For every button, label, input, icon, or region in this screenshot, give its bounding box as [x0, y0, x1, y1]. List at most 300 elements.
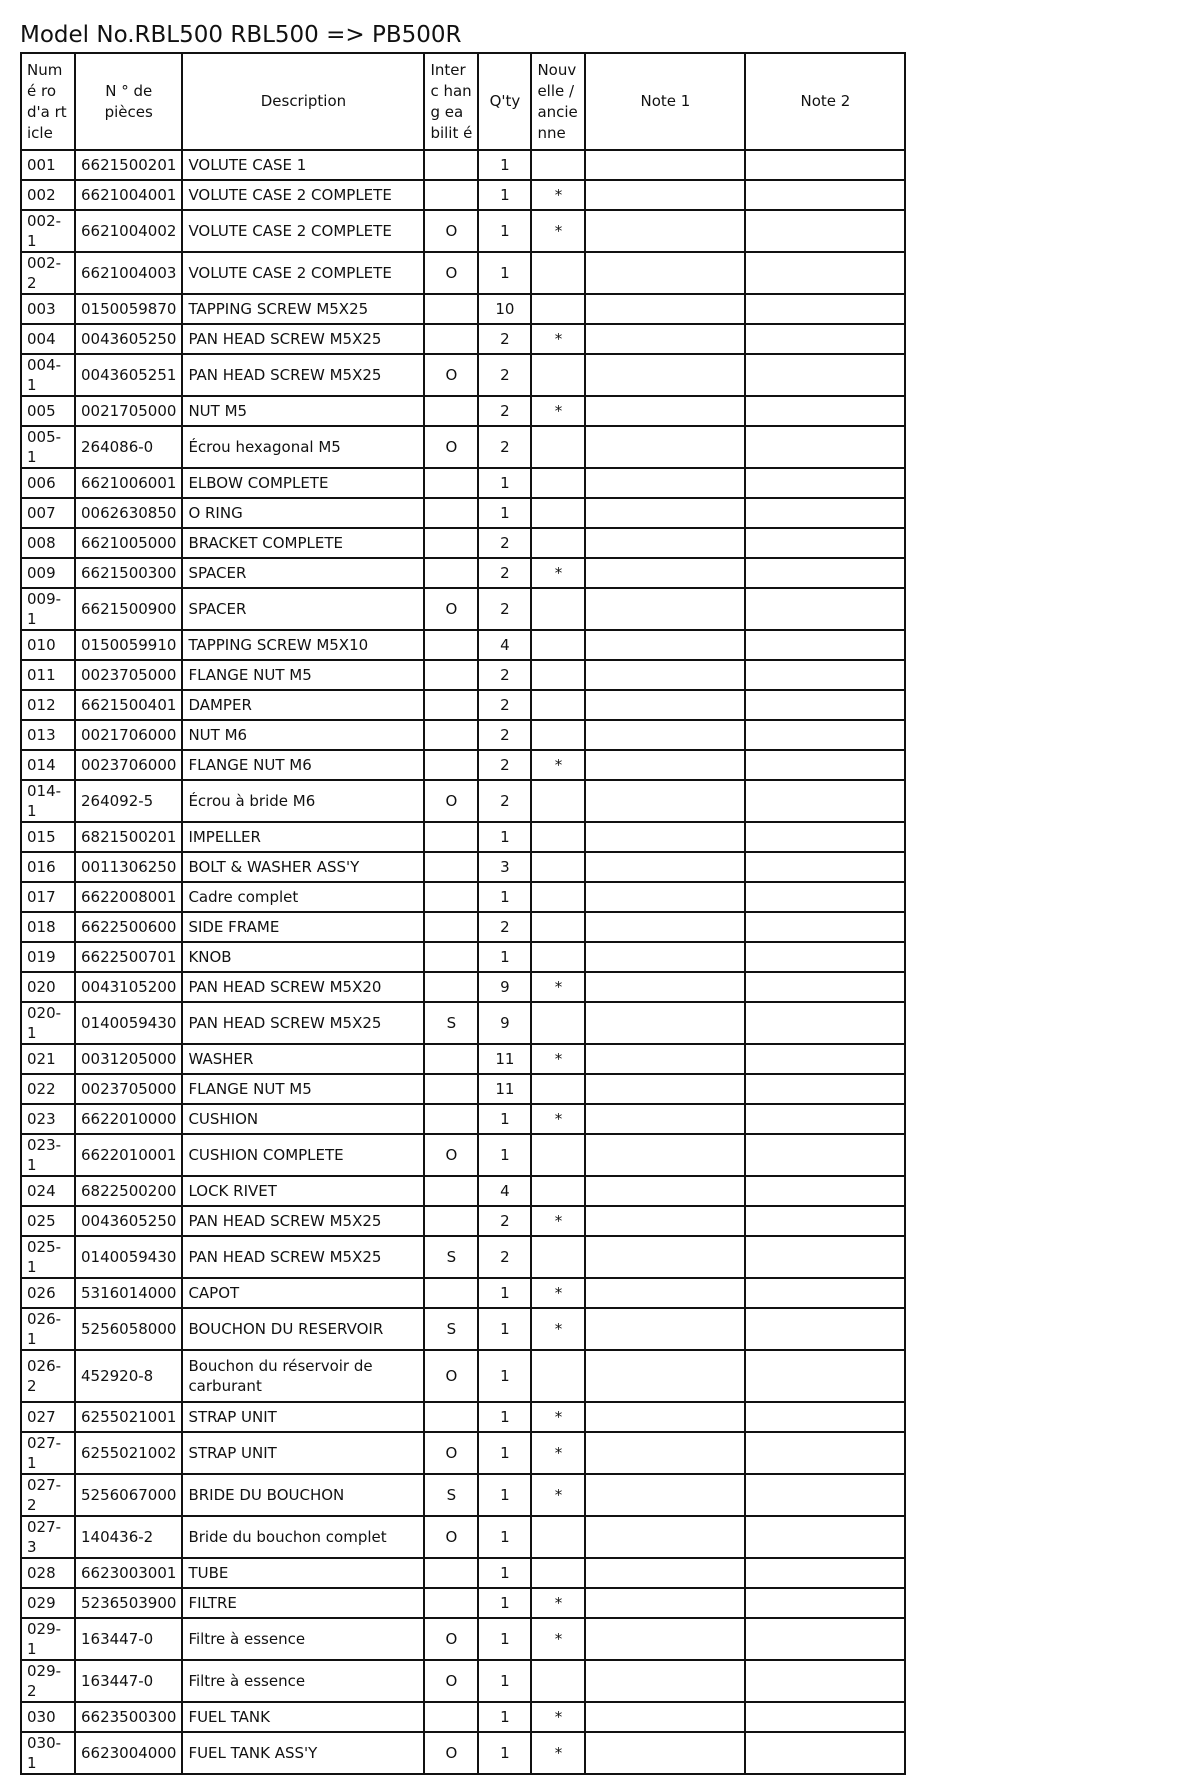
- cell-note-1: [585, 780, 745, 822]
- table-row: [21, 1588, 905, 1618]
- cell-description: SPACER: [182, 588, 424, 630]
- cell-note-1: [585, 1074, 745, 1104]
- cell-quantity: 1: [478, 1350, 531, 1402]
- cell-quantity: 9: [478, 972, 531, 1002]
- cell-interchangeability: O: [424, 1732, 478, 1774]
- cell-new-old: [531, 1350, 585, 1402]
- cell-note-1: [585, 1402, 745, 1432]
- table-row: [21, 498, 905, 528]
- cell-new-old: *: [531, 1402, 585, 1432]
- cell-note-2: [745, 750, 905, 780]
- cell-note-2: [745, 294, 905, 324]
- cell-note-2: [745, 396, 905, 426]
- cell-part-number: 0021705000: [75, 396, 182, 426]
- cell-new-old: *: [531, 1308, 585, 1350]
- cell-note-1: [585, 750, 745, 780]
- cell-note-1: [585, 1176, 745, 1206]
- cell-note-2: [745, 1206, 905, 1236]
- cell-note-1: [585, 1474, 745, 1516]
- cell-description: IMPELLER: [182, 822, 424, 852]
- cell-part-number: 6621500201: [75, 150, 182, 180]
- cell-item-number: 021: [21, 1044, 75, 1074]
- cell-new-old: [531, 1134, 585, 1176]
- table-row: [21, 1002, 905, 1044]
- cell-quantity: 2: [478, 720, 531, 750]
- cell-note-2: [745, 1044, 905, 1074]
- cell-quantity: 1: [478, 1588, 531, 1618]
- cell-item-number: 003: [21, 294, 75, 324]
- cell-interchangeability: O: [424, 252, 478, 294]
- cell-new-old: [531, 1176, 585, 1206]
- header-note-2: Note 2: [745, 53, 905, 150]
- cell-new-old: [531, 1516, 585, 1558]
- cell-note-1: [585, 1516, 745, 1558]
- cell-quantity: 1: [478, 1104, 531, 1134]
- table-row: [21, 1474, 905, 1516]
- cell-interchangeability: S: [424, 1474, 478, 1516]
- cell-quantity: 1: [478, 1618, 531, 1660]
- cell-part-number: 163447-0: [75, 1660, 182, 1702]
- cell-part-number: 6622010000: [75, 1104, 182, 1134]
- cell-interchangeability: [424, 468, 478, 498]
- cell-description: WASHER: [182, 1044, 424, 1074]
- cell-part-number: 5316014000: [75, 1278, 182, 1308]
- table-row: [21, 210, 905, 252]
- table-row: [21, 1732, 905, 1774]
- cell-note-2: [745, 1104, 905, 1134]
- cell-interchangeability: [424, 822, 478, 852]
- cell-description: PAN HEAD SCREW M5X25: [182, 354, 424, 396]
- cell-quantity: 2: [478, 588, 531, 630]
- cell-interchangeability: O: [424, 354, 478, 396]
- cell-new-old: [531, 588, 585, 630]
- table-row: [21, 1104, 905, 1134]
- cell-new-old: *: [531, 1474, 585, 1516]
- cell-note-1: [585, 690, 745, 720]
- cell-description: SIDE FRAME: [182, 912, 424, 942]
- cell-interchangeability: [424, 882, 478, 912]
- cell-note-1: [585, 1660, 745, 1702]
- cell-quantity: 1: [478, 1432, 531, 1474]
- cell-note-2: [745, 972, 905, 1002]
- cell-note-1: [585, 1134, 745, 1176]
- cell-note-2: [745, 852, 905, 882]
- cell-item-number: 027-3: [21, 1516, 75, 1558]
- cell-part-number: 0140059430: [75, 1002, 182, 1044]
- header-item-number: Numé ro d'a rticle: [21, 53, 75, 150]
- cell-interchangeability: S: [424, 1308, 478, 1350]
- table-row: [21, 852, 905, 882]
- cell-new-old: [531, 1074, 585, 1104]
- cell-description: PAN HEAD SCREW M5X20: [182, 972, 424, 1002]
- table-row: [21, 528, 905, 558]
- cell-part-number: 0140059430: [75, 1236, 182, 1278]
- cell-description: Filtre à essence: [182, 1660, 424, 1702]
- cell-note-2: [745, 252, 905, 294]
- cell-note-2: [745, 1402, 905, 1432]
- cell-note-2: [745, 1074, 905, 1104]
- cell-description: NUT M5: [182, 396, 424, 426]
- cell-new-old: *: [531, 396, 585, 426]
- cell-interchangeability: [424, 1702, 478, 1732]
- cell-note-1: [585, 468, 745, 498]
- cell-note-2: [745, 1516, 905, 1558]
- cell-new-old: [531, 354, 585, 396]
- cell-note-1: [585, 660, 745, 690]
- cell-note-1: [585, 396, 745, 426]
- cell-part-number: 6622010001: [75, 1134, 182, 1176]
- cell-part-number: 0031205000: [75, 1044, 182, 1074]
- cell-interchangeability: [424, 852, 478, 882]
- cell-interchangeability: [424, 1176, 478, 1206]
- table-row: [21, 354, 905, 396]
- cell-quantity: 10: [478, 294, 531, 324]
- cell-quantity: 2: [478, 1206, 531, 1236]
- cell-note-1: [585, 1002, 745, 1044]
- cell-note-1: [585, 558, 745, 588]
- cell-description: STRAP UNIT: [182, 1402, 424, 1432]
- cell-new-old: [531, 1558, 585, 1588]
- cell-note-1: [585, 1206, 745, 1236]
- cell-new-old: [531, 852, 585, 882]
- header-description: Description: [182, 53, 424, 150]
- cell-description: PAN HEAD SCREW M5X25: [182, 1236, 424, 1278]
- cell-item-number: 004: [21, 324, 75, 354]
- cell-part-number: 0043105200: [75, 972, 182, 1002]
- cell-note-1: [585, 252, 745, 294]
- cell-quantity: 1: [478, 210, 531, 252]
- cell-item-number: 009-1: [21, 588, 75, 630]
- cell-new-old: *: [531, 324, 585, 354]
- cell-new-old: [531, 294, 585, 324]
- table-row: [21, 1702, 905, 1732]
- cell-note-1: [585, 1588, 745, 1618]
- cell-quantity: 1: [478, 180, 531, 210]
- cell-description: Bride du bouchon complet: [182, 1516, 424, 1558]
- cell-note-1: [585, 1350, 745, 1402]
- cell-description: FUEL TANK ASS'Y: [182, 1732, 424, 1774]
- cell-interchangeability: [424, 1588, 478, 1618]
- cell-item-number: 020-1: [21, 1002, 75, 1044]
- table-row: [21, 780, 905, 822]
- cell-new-old: *: [531, 750, 585, 780]
- cell-item-number: 002-2: [21, 252, 75, 294]
- table-row: [21, 1350, 905, 1402]
- cell-quantity: 2: [478, 354, 531, 396]
- cell-item-number: 019: [21, 942, 75, 972]
- cell-new-old: [531, 150, 585, 180]
- cell-part-number: 6822500200: [75, 1176, 182, 1206]
- cell-note-2: [745, 1558, 905, 1588]
- cell-note-1: [585, 942, 745, 972]
- cell-description: KNOB: [182, 942, 424, 972]
- cell-new-old: [531, 660, 585, 690]
- cell-interchangeability: [424, 630, 478, 660]
- cell-item-number: 025-1: [21, 1236, 75, 1278]
- cell-note-1: [585, 1432, 745, 1474]
- cell-description: FILTRE: [182, 1588, 424, 1618]
- cell-description: FLANGE NUT M6: [182, 750, 424, 780]
- cell-note-1: [585, 630, 745, 660]
- cell-description: ELBOW COMPLETE: [182, 468, 424, 498]
- cell-part-number: 5236503900: [75, 1588, 182, 1618]
- header-part-number: N ° de pièces: [75, 53, 182, 150]
- cell-part-number: 0023705000: [75, 1074, 182, 1104]
- cell-new-old: [531, 822, 585, 852]
- cell-interchangeability: O: [424, 1618, 478, 1660]
- cell-note-2: [745, 1134, 905, 1176]
- cell-note-1: [585, 294, 745, 324]
- cell-item-number: 002-1: [21, 210, 75, 252]
- cell-note-2: [745, 1002, 905, 1044]
- cell-description: CUSHION: [182, 1104, 424, 1134]
- table-row: [21, 1308, 905, 1350]
- table-row: [21, 1432, 905, 1474]
- cell-part-number: 5256067000: [75, 1474, 182, 1516]
- table-row: [21, 1402, 905, 1432]
- cell-item-number: 028: [21, 1558, 75, 1588]
- cell-note-1: [585, 354, 745, 396]
- cell-item-number: 010: [21, 630, 75, 660]
- cell-interchangeability: [424, 150, 478, 180]
- cell-new-old: *: [531, 1618, 585, 1660]
- cell-new-old: [531, 912, 585, 942]
- cell-item-number: 017: [21, 882, 75, 912]
- cell-description: Bouchon du réservoir de carburant: [182, 1350, 424, 1402]
- cell-interchangeability: O: [424, 588, 478, 630]
- cell-new-old: *: [531, 1588, 585, 1618]
- cell-description: NUT M6: [182, 720, 424, 750]
- cell-part-number: 6621004003: [75, 252, 182, 294]
- cell-note-2: [745, 1432, 905, 1474]
- cell-interchangeability: [424, 396, 478, 426]
- cell-interchangeability: O: [424, 780, 478, 822]
- cell-interchangeability: [424, 660, 478, 690]
- cell-item-number: 014: [21, 750, 75, 780]
- cell-interchangeability: S: [424, 1002, 478, 1044]
- cell-quantity: 1: [478, 1278, 531, 1308]
- cell-quantity: 2: [478, 528, 531, 558]
- cell-interchangeability: [424, 1044, 478, 1074]
- cell-part-number: 6621006001: [75, 468, 182, 498]
- cell-interchangeability: O: [424, 210, 478, 252]
- cell-quantity: 2: [478, 912, 531, 942]
- cell-part-number: 0021706000: [75, 720, 182, 750]
- cell-note-2: [745, 180, 905, 210]
- cell-new-old: *: [531, 1206, 585, 1236]
- cell-note-1: [585, 1236, 745, 1278]
- page-title: Model No.RBL500 RBL500 => PB500R: [20, 22, 462, 48]
- cell-part-number: 6623500300: [75, 1702, 182, 1732]
- cell-quantity: 2: [478, 558, 531, 588]
- cell-interchangeability: [424, 1402, 478, 1432]
- cell-item-number: 026: [21, 1278, 75, 1308]
- cell-interchangeability: [424, 1206, 478, 1236]
- table-row: [21, 588, 905, 630]
- cell-part-number: 6622008001: [75, 882, 182, 912]
- cell-item-number: 004-1: [21, 354, 75, 396]
- cell-description: SPACER: [182, 558, 424, 588]
- cell-interchangeability: [424, 1074, 478, 1104]
- cell-note-2: [745, 210, 905, 252]
- cell-new-old: [531, 720, 585, 750]
- cell-new-old: [531, 630, 585, 660]
- cell-item-number: 018: [21, 912, 75, 942]
- cell-interchangeability: [424, 1104, 478, 1134]
- table-row: [21, 882, 905, 912]
- cell-part-number: 0150059910: [75, 630, 182, 660]
- cell-note-1: [585, 720, 745, 750]
- cell-note-2: [745, 822, 905, 852]
- cell-item-number: 025: [21, 1206, 75, 1236]
- table-row: [21, 720, 905, 750]
- table-row: [21, 1044, 905, 1074]
- cell-item-number: 013: [21, 720, 75, 750]
- cell-item-number: 027-1: [21, 1432, 75, 1474]
- cell-part-number: 5256058000: [75, 1308, 182, 1350]
- cell-part-number: 6622500701: [75, 942, 182, 972]
- cell-part-number: 0062630850: [75, 498, 182, 528]
- cell-description: BOUCHON DU RESERVOIR: [182, 1308, 424, 1350]
- cell-quantity: 1: [478, 1308, 531, 1350]
- cell-note-1: [585, 426, 745, 468]
- table-row: [21, 1618, 905, 1660]
- cell-description: TAPPING SCREW M5X25: [182, 294, 424, 324]
- table-row: [21, 252, 905, 294]
- table-row: [21, 1074, 905, 1104]
- cell-part-number: 6255021001: [75, 1402, 182, 1432]
- cell-quantity: 1: [478, 1402, 531, 1432]
- table-row: [21, 180, 905, 210]
- cell-description: LOCK RIVET: [182, 1176, 424, 1206]
- cell-item-number: 026-2: [21, 1350, 75, 1402]
- cell-interchangeability: [424, 690, 478, 720]
- cell-note-1: [585, 822, 745, 852]
- cell-quantity: 1: [478, 942, 531, 972]
- cell-item-number: 002: [21, 180, 75, 210]
- cell-note-2: [745, 1732, 905, 1774]
- table-row: [21, 1558, 905, 1588]
- cell-note-2: [745, 1236, 905, 1278]
- cell-note-2: [745, 1474, 905, 1516]
- cell-part-number: 0011306250: [75, 852, 182, 882]
- cell-quantity: 2: [478, 1236, 531, 1278]
- cell-quantity: 1: [478, 1474, 531, 1516]
- cell-part-number: 6622500600: [75, 912, 182, 942]
- header-interchangeability: Interc hang eabilit é: [424, 53, 478, 150]
- cell-note-1: [585, 588, 745, 630]
- table-row: [21, 972, 905, 1002]
- cell-item-number: 005: [21, 396, 75, 426]
- cell-new-old: *: [531, 972, 585, 1002]
- cell-note-1: [585, 528, 745, 558]
- cell-interchangeability: O: [424, 1134, 478, 1176]
- cell-part-number: 6821500201: [75, 822, 182, 852]
- cell-note-1: [585, 1702, 745, 1732]
- cell-item-number: 020: [21, 972, 75, 1002]
- cell-interchangeability: [424, 912, 478, 942]
- cell-note-2: [745, 588, 905, 630]
- cell-new-old: [531, 498, 585, 528]
- cell-item-number: 030: [21, 1702, 75, 1732]
- table-row: [21, 1278, 905, 1308]
- cell-description: BRIDE DU BOUCHON: [182, 1474, 424, 1516]
- cell-quantity: 11: [478, 1044, 531, 1074]
- cell-description: Cadre complet: [182, 882, 424, 912]
- cell-new-old: *: [531, 1732, 585, 1774]
- cell-quantity: 1: [478, 252, 531, 294]
- cell-new-old: [531, 1236, 585, 1278]
- cell-quantity: 1: [478, 498, 531, 528]
- cell-interchangeability: O: [424, 1350, 478, 1402]
- table-row: [21, 1206, 905, 1236]
- cell-interchangeability: [424, 180, 478, 210]
- cell-quantity: 1: [478, 468, 531, 498]
- cell-interchangeability: [424, 750, 478, 780]
- cell-description: CAPOT: [182, 1278, 424, 1308]
- cell-part-number: 6621500900: [75, 588, 182, 630]
- cell-note-2: [745, 324, 905, 354]
- cell-description: TAPPING SCREW M5X10: [182, 630, 424, 660]
- cell-new-old: [531, 426, 585, 468]
- header-new-old: Nouv elle / ancie nne: [531, 53, 585, 150]
- cell-interchangeability: [424, 528, 478, 558]
- table-header-row: [21, 53, 905, 150]
- cell-note-2: [745, 426, 905, 468]
- cell-interchangeability: O: [424, 1516, 478, 1558]
- cell-interchangeability: O: [424, 426, 478, 468]
- cell-new-old: *: [531, 1104, 585, 1134]
- cell-part-number: 6621500401: [75, 690, 182, 720]
- cell-interchangeability: [424, 1558, 478, 1588]
- cell-quantity: 1: [478, 1558, 531, 1588]
- cell-part-number: 0043605250: [75, 324, 182, 354]
- cell-note-2: [745, 912, 905, 942]
- cell-part-number: 0023705000: [75, 660, 182, 690]
- cell-quantity: 4: [478, 630, 531, 660]
- cell-description: VOLUTE CASE 2 COMPLETE: [182, 180, 424, 210]
- cell-part-number: 264086-0: [75, 426, 182, 468]
- cell-part-number: 0043605251: [75, 354, 182, 396]
- cell-item-number: 009: [21, 558, 75, 588]
- cell-note-2: [745, 1588, 905, 1618]
- cell-quantity: 1: [478, 1702, 531, 1732]
- cell-new-old: *: [531, 1278, 585, 1308]
- cell-note-1: [585, 882, 745, 912]
- cell-quantity: 9: [478, 1002, 531, 1044]
- cell-part-number: 0150059870: [75, 294, 182, 324]
- cell-note-1: [585, 1558, 745, 1588]
- cell-interchangeability: S: [424, 1236, 478, 1278]
- cell-quantity: 2: [478, 426, 531, 468]
- table-row: [21, 630, 905, 660]
- cell-item-number: 016: [21, 852, 75, 882]
- cell-description: O RING: [182, 498, 424, 528]
- table-row: [21, 468, 905, 498]
- cell-description: FLANGE NUT M5: [182, 660, 424, 690]
- cell-part-number: 6623003001: [75, 1558, 182, 1588]
- cell-quantity: 2: [478, 690, 531, 720]
- table-row: [21, 1176, 905, 1206]
- parts-table: [20, 52, 906, 1775]
- table-row: [21, 1134, 905, 1176]
- table-row: [21, 912, 905, 942]
- cell-new-old: [531, 1660, 585, 1702]
- cell-note-1: [585, 852, 745, 882]
- cell-description: VOLUTE CASE 2 COMPLETE: [182, 210, 424, 252]
- cell-interchangeability: [424, 498, 478, 528]
- cell-item-number: 014-1: [21, 780, 75, 822]
